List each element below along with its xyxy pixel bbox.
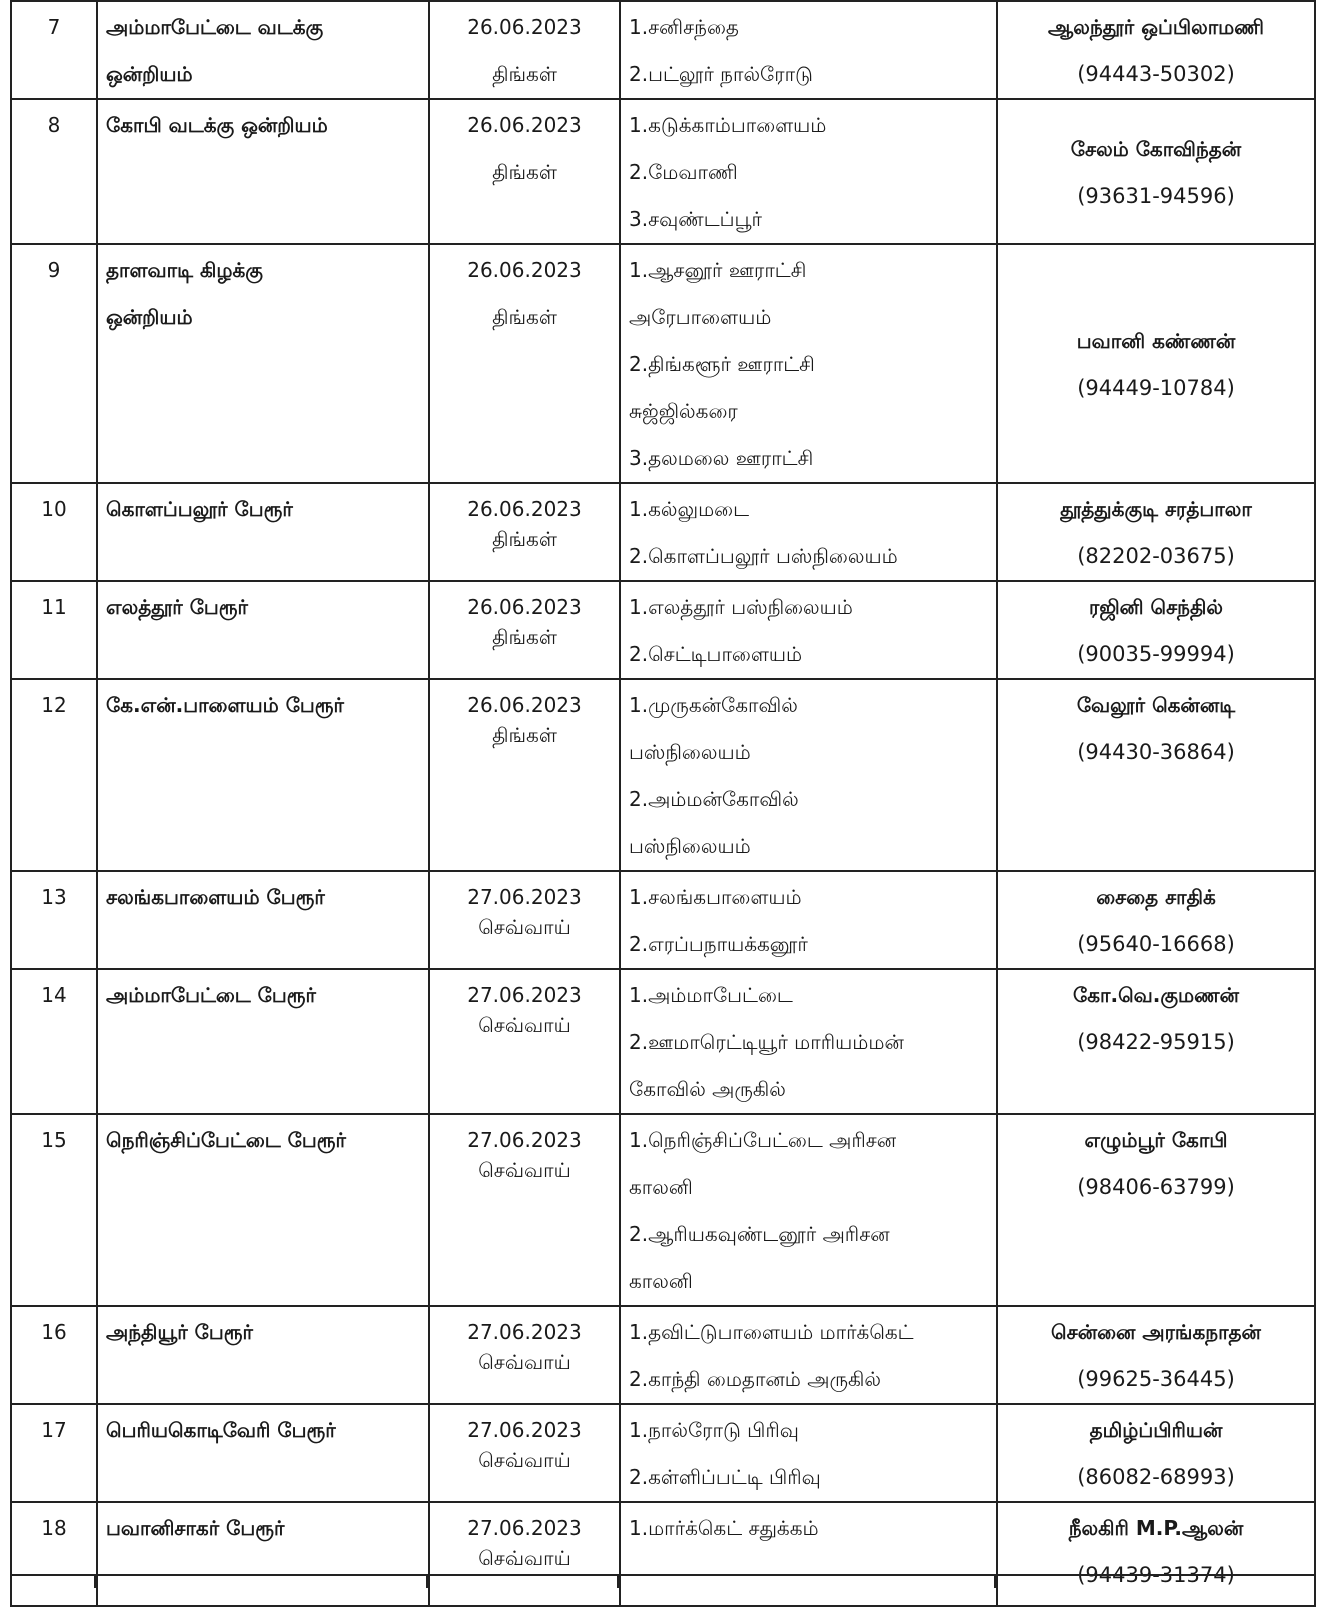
location-line: 2.செட்டிபாளையம் xyxy=(629,642,803,666)
serial-number: 12 xyxy=(11,679,97,871)
location-line: சுஜ்ஜில்கரை xyxy=(629,399,738,423)
area-cell xyxy=(97,483,429,581)
speaker-name: ஆலந்தூர் ஒப்பிலாமணி xyxy=(1048,15,1264,39)
speaker-cell xyxy=(997,1306,1315,1404)
speaker-phone: (99625-36445) xyxy=(1077,1367,1235,1391)
area-line: எலத்தூர் பேரூர் xyxy=(106,595,249,619)
date-value: 27.06.2023 xyxy=(467,1516,582,1540)
area-line: ஒன்றியம் xyxy=(106,62,193,86)
location-line: 1.நெரிஞ்சிப்பேட்டை அரிசன xyxy=(629,1128,897,1152)
area-cell xyxy=(97,871,429,969)
area-line: கே.என்.பாளையம் பேரூர் xyxy=(106,693,344,717)
serial-number: 13 xyxy=(11,871,97,969)
date-value: 27.06.2023 xyxy=(467,1418,582,1442)
speaker-cell xyxy=(997,483,1315,581)
speaker-name: சென்னை அரங்கநாதன் xyxy=(1051,1320,1261,1344)
speaker-phone: (94443-50302) xyxy=(1077,62,1235,86)
date-value: 26.06.2023 xyxy=(467,595,582,619)
area-line: அம்மாபேட்டை பேரூர் xyxy=(106,983,316,1007)
area-line: சலங்கபாளையம் பேரூர் xyxy=(106,885,325,909)
speaker-phone: (90035-99994) xyxy=(1077,642,1235,666)
location-line: 1.கடுக்காம்பாளையம் xyxy=(629,113,827,137)
speaker-cell xyxy=(997,969,1315,1114)
location-line: 2.ஆரியகவுண்டனூர் அரிசன xyxy=(629,1222,890,1246)
speaker-phone: (86082-68993) xyxy=(1077,1465,1235,1489)
locations-cell xyxy=(620,1,997,99)
speaker-name: வேலூர் கென்னடி xyxy=(1076,693,1236,717)
serial-number: 18 xyxy=(11,1502,97,1606)
day-value: செவ்வாய் xyxy=(478,1013,571,1037)
location-line: 1.எலத்தூர் பஸ்நிலையம் xyxy=(629,595,853,619)
location-line: 2.காந்தி மைதானம் அருகில் xyxy=(629,1367,881,1391)
date-cell xyxy=(429,483,620,581)
area-cell xyxy=(97,581,429,679)
date-cell xyxy=(429,871,620,969)
table-row xyxy=(11,1306,1315,1404)
table-row xyxy=(11,244,1315,483)
speaker-cell xyxy=(997,99,1315,244)
area-cell xyxy=(97,1404,429,1502)
table-row xyxy=(11,1114,1315,1306)
area-line: அந்தியூர் பேரூர் xyxy=(106,1320,253,1344)
date-value: 26.06.2023 xyxy=(467,258,582,282)
location-line: 1.சனிசந்தை xyxy=(629,15,739,39)
date-value: 27.06.2023 xyxy=(467,885,582,909)
location-line: பஸ்நிலையம் xyxy=(629,740,751,764)
table-row xyxy=(11,679,1315,871)
serial-number: 11 xyxy=(11,581,97,679)
locations-cell xyxy=(620,244,997,483)
day-value: செவ்வாய் xyxy=(478,1350,571,1374)
date-cell xyxy=(429,1114,620,1306)
speaker-name: எழும்பூர் கோபி xyxy=(1084,1128,1228,1152)
location-line: 1.நால்ரோடு பிரிவு xyxy=(629,1418,799,1442)
location-line: 1.சலங்கபாளையம் xyxy=(629,885,802,909)
area-line: கொளப்பலூர் பேரூர் xyxy=(106,497,293,521)
speaker-phone: (95640-16668) xyxy=(1077,932,1235,956)
location-line: 2.அம்மன்கோவில் xyxy=(629,787,799,811)
location-line: 1.முருகன்கோவில் xyxy=(629,693,798,717)
speaker-name: சைதை சாதிக் xyxy=(1096,885,1216,909)
table-row xyxy=(11,871,1315,969)
serial-number: 15 xyxy=(11,1114,97,1306)
serial-number: 16 xyxy=(11,1306,97,1404)
serial-number: 7 xyxy=(11,1,97,99)
speaker-phone: (93631-94596) xyxy=(1077,183,1235,208)
day-value: செவ்வாய் xyxy=(478,1546,571,1570)
location-line: 2.கள்ளிப்பட்டி பிரிவு xyxy=(629,1465,821,1489)
date-cell xyxy=(429,1502,620,1606)
date-value: 26.06.2023 xyxy=(467,113,582,137)
speaker-name: ரஜினி செந்தில் xyxy=(1088,595,1223,619)
locations-cell xyxy=(620,581,997,679)
speaker-cell xyxy=(997,679,1315,871)
day-value: திங்கள் xyxy=(492,305,557,329)
speaker-cell xyxy=(997,1114,1315,1306)
speaker-name: சேலம் கோவிந்தன் xyxy=(1070,136,1242,161)
locations-cell xyxy=(620,1502,997,1606)
table-row xyxy=(11,99,1315,244)
location-line: 1.ஆசனூர் ஊராட்சி xyxy=(629,258,807,282)
location-line: 2.பட்லூர் நால்ரோடு xyxy=(629,62,813,86)
locations-cell xyxy=(620,99,997,244)
area-line: நெரிஞ்சிப்பேட்டை பேரூர் xyxy=(106,1128,346,1152)
location-line: 2.எரப்பநாயக்கனூர் xyxy=(629,932,808,956)
location-line: 2.ஊமாரெட்டியூர் மாரியம்மன் xyxy=(629,1030,904,1054)
serial-number: 14 xyxy=(11,969,97,1114)
speaker-name: நீலகிரி M.P.ஆலன் xyxy=(1068,1516,1244,1540)
area-line: அம்மாபேட்டை வடக்கு xyxy=(106,15,324,39)
date-cell xyxy=(429,244,620,483)
speaker-cell xyxy=(997,581,1315,679)
locations-cell xyxy=(620,1114,997,1306)
area-line: தாளவாடி கிழக்கு xyxy=(106,258,263,282)
date-value: 27.06.2023 xyxy=(467,1320,582,1344)
day-value: செவ்வாய் xyxy=(478,1448,571,1472)
day-value: திங்கள் xyxy=(492,625,557,649)
area-cell xyxy=(97,1,429,99)
speaker-phone: (94439-31374) xyxy=(1077,1563,1235,1587)
speaker-name: கோ.வெ.குமணன் xyxy=(1073,983,1239,1007)
location-line: 1.கல்லுமடை xyxy=(629,497,750,521)
speaker-name: பவானி கண்ணன் xyxy=(1076,328,1236,353)
location-line: 1.தவிட்டுபாளையம் மார்க்கெட் xyxy=(629,1320,914,1344)
day-value: திங்கள் xyxy=(492,527,557,551)
location-line: காலனி xyxy=(629,1175,693,1199)
day-value: செவ்வாய் xyxy=(478,1158,571,1182)
locations-cell xyxy=(620,1306,997,1404)
date-cell xyxy=(429,969,620,1114)
speaker-cell xyxy=(997,1502,1315,1606)
locations-cell xyxy=(620,483,997,581)
meeting-schedule-table xyxy=(10,0,1316,1607)
table-row xyxy=(11,1502,1315,1606)
location-line: கோவில் அருகில் xyxy=(629,1077,786,1101)
day-value: செவ்வாய் xyxy=(478,915,571,939)
area-cell xyxy=(97,969,429,1114)
area-line: பெரியகொடிவேரி பேரூர் xyxy=(106,1418,336,1442)
date-cell xyxy=(429,1306,620,1404)
day-value: திங்கள் xyxy=(492,160,557,184)
date-value: 26.06.2023 xyxy=(467,15,582,39)
speaker-cell xyxy=(997,871,1315,969)
speaker-phone: (82202-03675) xyxy=(1077,544,1235,568)
speaker-name: தமிழ்ப்பிரியன் xyxy=(1089,1418,1223,1442)
serial-number: 9 xyxy=(11,244,97,483)
area-cell xyxy=(97,1502,429,1606)
area-cell xyxy=(97,679,429,871)
table-body xyxy=(11,1,1315,1606)
speaker-phone: (94449-10784) xyxy=(1077,375,1235,400)
area-cell xyxy=(97,1306,429,1404)
date-cell xyxy=(429,1,620,99)
table-row xyxy=(11,483,1315,581)
serial-number: 8 xyxy=(11,99,97,244)
area-cell xyxy=(97,244,429,483)
speaker-phone: (98422-95915) xyxy=(1077,1030,1235,1054)
location-line: 2.திங்களூர் ஊராட்சி xyxy=(629,352,815,376)
location-line: 1.மார்க்கெட் சதுக்கம் xyxy=(629,1516,819,1540)
location-line: 2.மேவாணி xyxy=(629,160,738,184)
locations-cell xyxy=(620,1404,997,1502)
day-value: திங்கள் xyxy=(492,62,557,86)
table-row xyxy=(11,1,1315,99)
table-row xyxy=(11,1404,1315,1502)
location-line: பஸ்நிலையம் xyxy=(629,834,751,858)
locations-cell xyxy=(620,679,997,871)
area-cell xyxy=(97,1114,429,1306)
area-line: பவானிசாகர் பேரூர் xyxy=(106,1516,285,1540)
table-row xyxy=(11,581,1315,679)
location-line: 3.சவுண்டப்பூர் xyxy=(629,207,762,231)
area-cell xyxy=(97,99,429,244)
serial-number: 10 xyxy=(11,483,97,581)
locations-cell xyxy=(620,871,997,969)
speaker-phone: (94430-36864) xyxy=(1077,740,1235,764)
date-cell xyxy=(429,99,620,244)
date-cell xyxy=(429,679,620,871)
speaker-phone: (98406-63799) xyxy=(1077,1175,1235,1199)
location-line: 3.தலமலை ஊராட்சி xyxy=(629,446,814,470)
date-value: 26.06.2023 xyxy=(467,693,582,717)
locations-cell xyxy=(620,969,997,1114)
location-line: 1.அம்மாபேட்டை xyxy=(629,983,793,1007)
speaker-name: தூத்துக்குடி சரத்பாலா xyxy=(1060,497,1252,521)
location-line: 2.கொளப்பலூர் பஸ்நிலையம் xyxy=(629,544,898,568)
date-cell xyxy=(429,581,620,679)
day-value: திங்கள் xyxy=(492,723,557,747)
serial-number: 17 xyxy=(11,1404,97,1502)
location-line: அரேபாளையம் xyxy=(629,305,772,329)
date-value: 26.06.2023 xyxy=(467,497,582,521)
table-row xyxy=(11,969,1315,1114)
speaker-cell xyxy=(997,1404,1315,1502)
area-line: கோபி வடக்கு ஒன்றியம் xyxy=(106,113,328,137)
date-value: 27.06.2023 xyxy=(467,1128,582,1152)
location-line: காலனி xyxy=(629,1269,693,1293)
area-line: ஒன்றியம் xyxy=(106,305,193,329)
speaker-cell xyxy=(997,244,1315,483)
date-cell xyxy=(429,1404,620,1502)
date-value: 27.06.2023 xyxy=(467,983,582,1007)
speaker-cell xyxy=(997,1,1315,99)
